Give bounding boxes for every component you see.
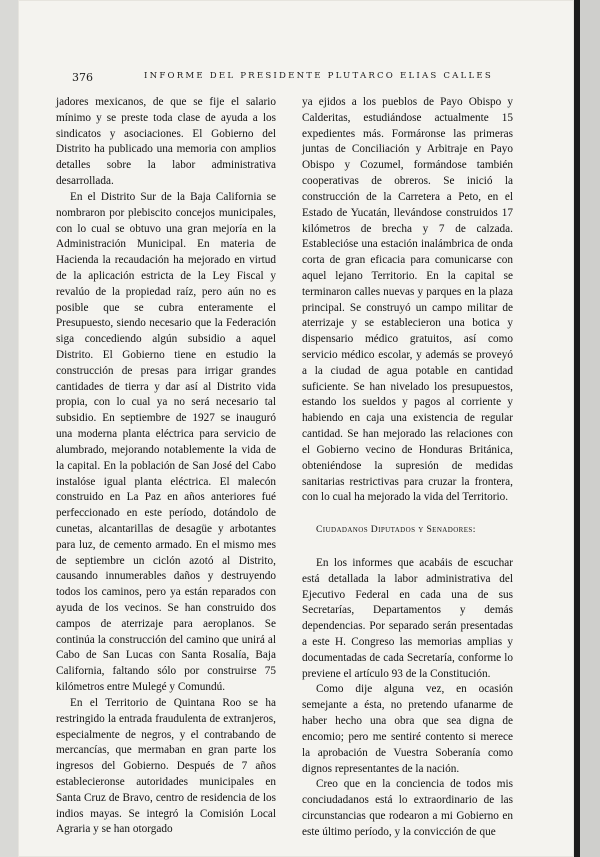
right-column — [302, 95, 513, 841]
left-column — [56, 95, 276, 838]
running-head: INFORME DEL PRESIDENTE PLUTARCO ELIAS CALLES — [144, 71, 493, 81]
section-heading — [316, 522, 513, 538]
page-number: 376 — [72, 71, 93, 84]
paragraph: Creo que en la conciencia de todos mis conciudadanos está lo extraordinario de las circunstancias que rodearon a mi Gobierno en este último período, y la convicción de que — [302, 778, 513, 838]
scan-margin — [580, 0, 600, 857]
paragraph: En el Territorio de Quintana Roo se ha restringido la entrada fraudulenta de extranjeros, especialmente de negros, y el contrabando de mercancías, que mermaban en gran parte los ingresos del Gobierno. Después de 7 años establecieronse autoridades municipales en Santa Cruz de Bravo, centro de residencia de los indios mayas. Se integró la Comisión Local Agraria y se han otorgado — [56, 696, 276, 836]
paragraph: En los informes que acabáis de escuchar está detallada la labor administrativa del Ejecutivo Federal en cada una de sus Secretarías, Departamentos y demás dependencias. Por separado serán presentadas a este H. Congreso las memorias amplias y documentadas de cada Secretaría, conforme lo previene el artículo 93 de la Constitución. — [302, 556, 513, 680]
paragraph: Como dije alguna vez, en ocasión semejante a ésta, no pretendo ufanarme de haber hecho una obra que sea digna de encomio; pero me sentiré contento si merece la aprobación de Vuestra Soberanía como dignos representantes de la nación. — [302, 683, 513, 775]
section-heading-text: Ciudadanos Diputados y Senadores: — [316, 524, 476, 536]
paragraph: ya ejidos a los pueblos de Payo Obispo y Calderitas, estudiándose actualmente 15 expedientes más. Formáronse las primeras juntas de Conciliación y Arbitraje en Payo Obispo y Cozumel, formándose también cooperativas de obreros. Se inició la construcción de la Carretera a Peto, en el Estado de Yucatán, llevándose construidos 17 kilómetros de brecha y 7 de calzada. Establecióse una estación inalámbrica de onda corta de gran eficacia para comunicarse con aquel lejano Territorio. En la capital se terminaron calles nuevas y parques en la plaza principal. Se construyó un campo militar de aterrizaje y se establecieron una botica y dispensario médico gratuitos, así como servicio médico escolar, y además se proveyó a la ciudad de agua potable en cantidad suficiente. Se han nivelado los presupuestos, estando los sueldos y pagos al corriente y habiendo en caja una existencia de regular cantidad. Se han mejorado las relaciones con el Gobierno vecino de Honduras Británica, obteniéndose la supresión de medidas sanitarias restrictivas para cruzar la frontera, con lo cual ha mejorado la vida del Territorio. — [302, 96, 513, 504]
paragraph: jadores mexicanos, de que se fije el salario mínimo y se preste toda clase de ayuda a los sindicatos y asociaciones. El Gobierno del Distrito ha publicado una memoria con amplios detalles sobre la labor administrativa desarrollada. — [56, 96, 276, 188]
paragraph: En el Distrito Sur de la Baja California se nombraron por plebiscito concejos municipales, con lo cual se obtuvo una gran mejoría en la Administración Municipal. En materia de Hacienda la recaudación ha mejorado en virtud de la aplicación estricta de la Ley Fiscal y revalúo de la propiedad raíz, pero aún no es posible que se cubra enteramente el Presupuesto, siendo necesario que la Federación siga concediendo algún subsidio a aquel Distrito. El Gobierno tiene en estudio la construcción de presas para irrigar grandes cantidades de tierra y dar así al Distrito vida propia, con lo cual ya no será necesario tal subsidio. En septiembre de 1927 se inauguró una moderna planta eléctrica para servicio de alumbrado, mejorando notablemente la vida de la capital. En la población de San José del Cabo instalóse igual planta eléctrica. El malecón construido en La Paz en años anteriores fué perfeccionado en este período, dotándolo de cunetas, alcantarillas de desagüe y arbotantes para luz, de cemento armado. En el mismo mes de septiembre un ciclón azotó al Distrito, causando innumerables daños y destruyendo todos los caminos, pero ya están reparados con ayuda de los vecinos. Se han construido dos campos de aterrizaje para aeroplanos. Se continúa la construcción del camino que unirá al Cabo de San Lucas con Santa Rosalía, Baja California, faltando sólo por construirse 75 kilómetros entre Mulegé y Comundú. — [56, 190, 276, 694]
